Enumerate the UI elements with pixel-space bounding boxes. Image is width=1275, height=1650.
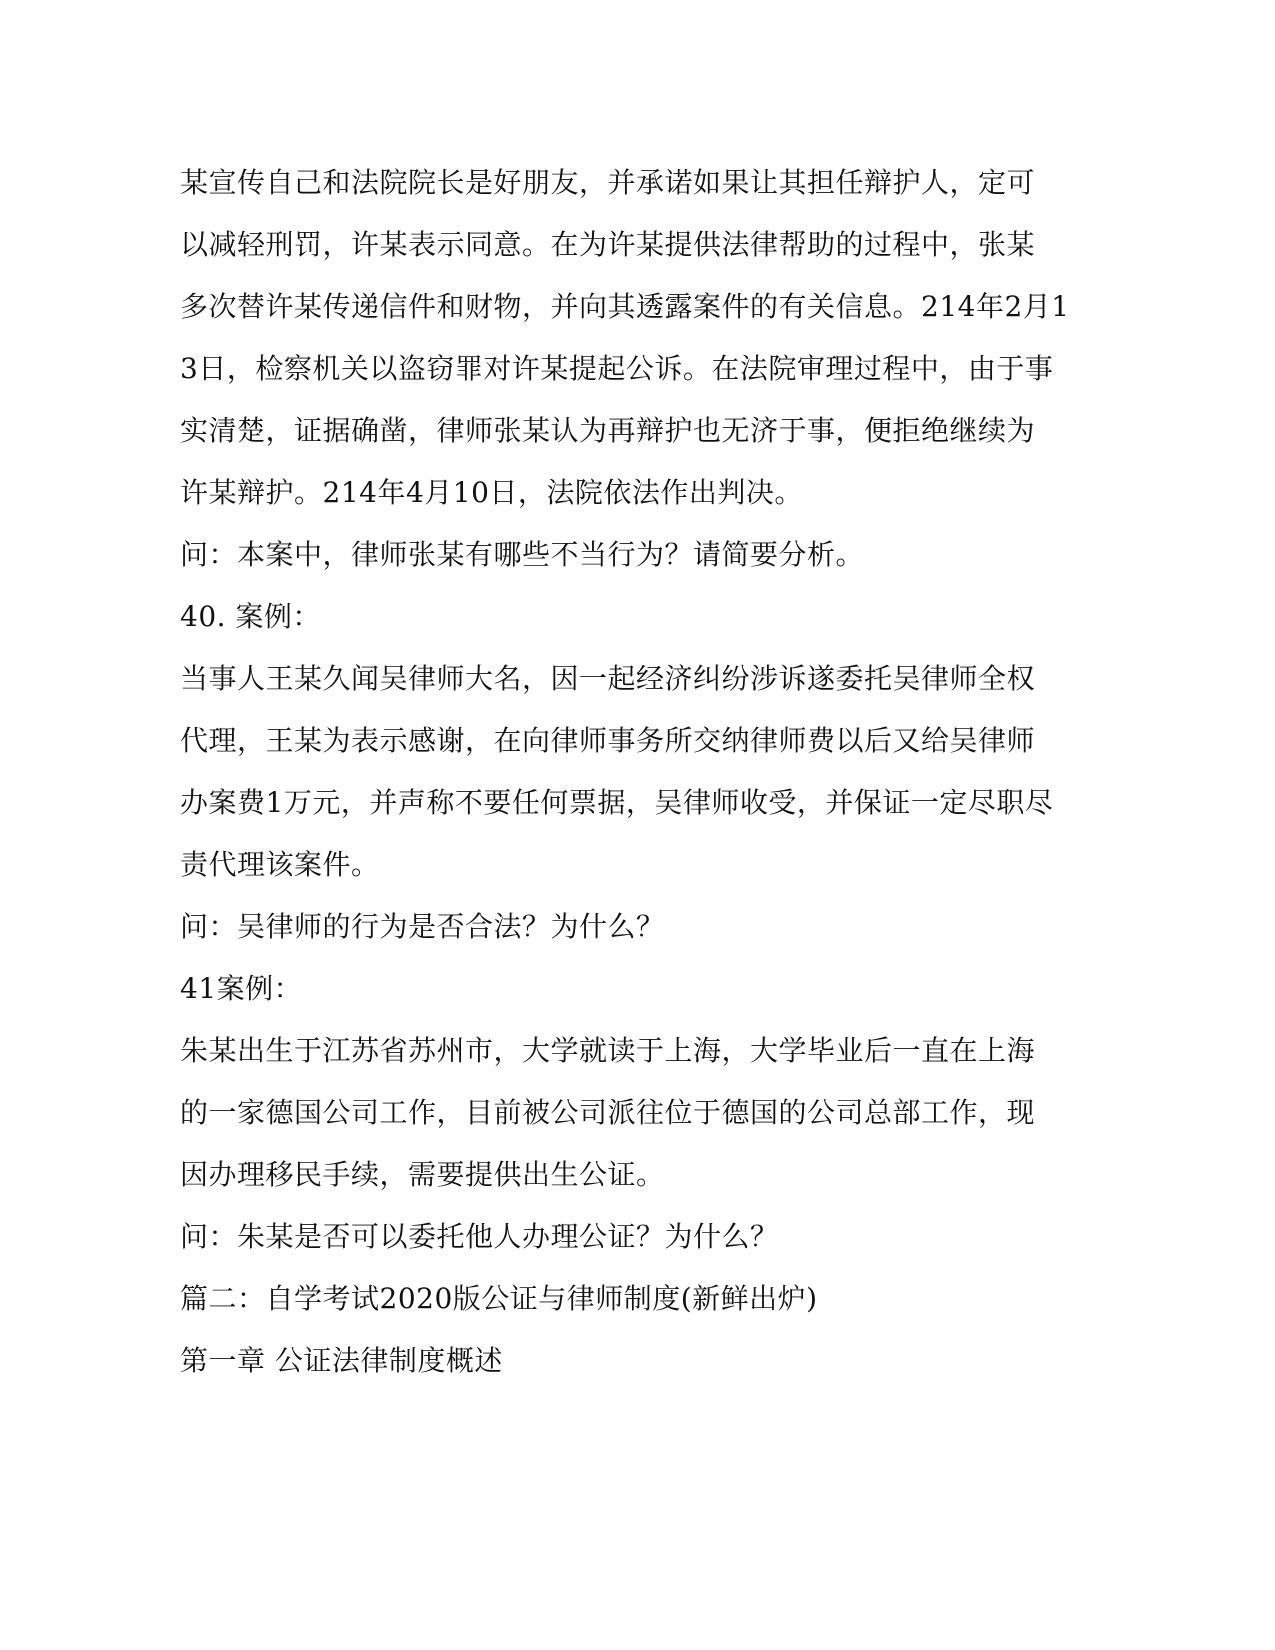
text-line: 办案费1万元，并声称不要任何票据，吴律师收受，并保证一定尽职尽: [180, 786, 1054, 819]
text-line: 许某辩护。214年4月10日，法院依法作出判决。: [180, 476, 803, 509]
text-line: 朱某出生于江苏省苏州市，大学就读于上海，大学毕业后一直在上海: [180, 1034, 1036, 1067]
text-line: 因办理移民手续，需要提供出生公证。: [180, 1158, 665, 1191]
text-line: 责代理该案件。: [180, 848, 380, 881]
case-heading: 41案例：: [180, 972, 303, 1005]
question-line: 问：本案中，律师张某有哪些不当行为？请简要分析。: [180, 538, 865, 571]
text-line: 当事人王某久闻吴律师大名，因一起经济纠纷涉诉遂委托吴律师全权: [180, 662, 1036, 695]
question-line: 问：吴律师的行为是否合法？为什么？: [180, 910, 665, 943]
text-line: 某宣传自己和法院院长是好朋友，并承诺如果让其担任辩护人，定可: [180, 166, 1036, 199]
document-body: [180, 152, 1070, 1392]
section-heading: 篇二：自学考试2020版公证与律师制度(新鲜出炉): [180, 1282, 818, 1315]
text-line: 代理，王某为表示感谢，在向律师事务所交纳律师费以后又给吴律师: [180, 724, 1036, 757]
text-line: 3日，检察机关以盗窃罪对许某提起公诉。在法院审理过程中，由于事: [180, 352, 1054, 385]
case-heading: 40. 案例：: [180, 600, 321, 633]
question-line: 问：朱某是否可以委托他人办理公证？为什么？: [180, 1220, 779, 1253]
text-line: 以减轻刑罚，许某表示同意。在为许某提供法律帮助的过程中，张某: [180, 228, 1036, 261]
chapter-heading: 第一章 公证法律制度概述: [180, 1344, 503, 1377]
text-line: 的一家德国公司工作，目前被公司派往位于德国的公司总部工作，现: [180, 1096, 1036, 1129]
text-line: 实清楚，证据确凿，律师张某认为再辩护也无济于事，便拒绝继续为: [180, 414, 1036, 447]
text-line: 多次替许某传递信件和财物，并向其透露案件的有关信息。214年2月1: [180, 290, 1070, 323]
